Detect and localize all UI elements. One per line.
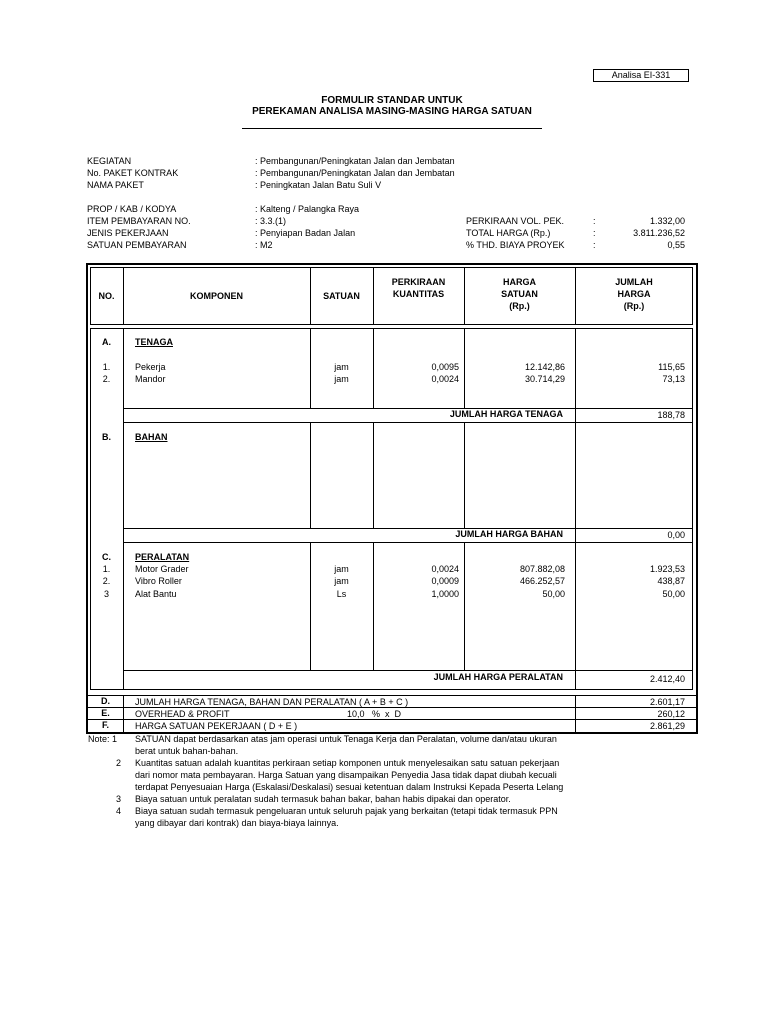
b-sep-1 xyxy=(310,422,311,528)
note-2-line-3: terdapat Penyesuaian Harga (Eskalasi/Deskalasi) sesuai ketentuan dalam Instruksi Kepada Peserta Lelang xyxy=(135,782,564,792)
section-a-title: TENAGA xyxy=(135,337,173,347)
total-e-no: E. xyxy=(101,708,110,718)
summary-label-total: TOTAL HARGA (Rp.) xyxy=(466,228,551,238)
info-value-satuan: : M2 xyxy=(255,240,273,250)
info-label-satuan: SATUAN PEMBAYARAN xyxy=(87,240,187,250)
total-d-value: 2.601,17 xyxy=(649,697,685,707)
info-value-paket-kontrak: : Pembangunan/Peningkatan Jalan dan Jembatan xyxy=(255,168,455,178)
c-row-3-total: 50,00 xyxy=(662,589,685,599)
a-row-2-no: 2. xyxy=(102,374,111,384)
c-row-3-name: Alat Bantu xyxy=(135,589,177,599)
a-subtotal-value: 188,78 xyxy=(657,410,685,420)
c-row-2-name: Vibro Roller xyxy=(135,576,182,586)
c-row-3-qty: 1,0000 xyxy=(431,589,459,599)
a-row-1-no: 1. xyxy=(102,362,111,372)
info-label-kegiatan: KEGIATAN xyxy=(87,156,132,166)
c-row-1-name: Motor Grader xyxy=(135,564,189,574)
note-1-line-2: berat untuk bahan-bahan. xyxy=(135,746,239,756)
c-row-2-price: 466.252,57 xyxy=(519,576,565,586)
summary-label-persen: % THD. BIAYA PROYEK xyxy=(466,240,565,250)
info-label-paket-kontrak: No. PAKET KONTRAK xyxy=(87,168,179,178)
summary-colon-total: : xyxy=(593,228,596,238)
c-row-1-unit: jam xyxy=(334,564,349,574)
a-row-2-price: 30.714,29 xyxy=(524,374,565,384)
c-subtotal-top xyxy=(123,670,693,671)
c-sep-2 xyxy=(373,542,374,670)
a-row-2-total: 73,13 xyxy=(662,374,685,384)
totals-top-line xyxy=(86,695,698,696)
note-2-no: 2 xyxy=(116,758,122,768)
c-row-1-qty: 0,0024 xyxy=(431,564,459,574)
b-sep-2 xyxy=(373,422,374,528)
info-value-nama-paket: : Peningkatan Jalan Batu Suli V xyxy=(255,180,382,190)
info-label-nama-paket: NAMA PAKET xyxy=(87,180,144,190)
total-d-label: JUMLAH HARGA TENAGA, BAHAN DAN PERALATAN ( A + B + C ) xyxy=(135,697,409,707)
summary-colon-persen: : xyxy=(593,240,596,250)
header-jumlah-1: JUMLAH xyxy=(615,277,653,287)
info-value-jenis: : Penyiapan Badan Jalan xyxy=(255,228,356,238)
summary-label-vol: PERKIRAAN VOL. PEK. xyxy=(466,216,565,226)
b-sep-3 xyxy=(464,422,465,528)
c-row-3-unit: Ls xyxy=(336,589,347,599)
table-right-border xyxy=(696,263,698,733)
title-line-1: FORMULIR STANDAR UNTUK xyxy=(321,95,463,106)
a-row-2-qty: 0,0024 xyxy=(431,374,459,384)
c-row-3-no: 3 xyxy=(103,589,109,599)
note-2-line-1: Kuantitas satuan adalah kuantitas perkiraan setiap komponen untuk menyelesaikan satu satuan pekerjaan xyxy=(135,758,560,768)
a-row-2-unit: jam xyxy=(334,374,349,384)
table-top-border xyxy=(86,263,698,265)
c-subtotal-value: 2.412,40 xyxy=(649,674,685,684)
header-harga-2: SATUAN xyxy=(501,289,538,299)
header-kuantitas-2: KUANTITAS xyxy=(392,289,445,299)
c-subtotal-label: JUMLAH HARGA PERALATAN xyxy=(433,672,563,682)
table-left-border xyxy=(86,263,88,733)
header-jumlah-2: HARGA xyxy=(617,289,651,299)
b-subtotal-label: JUMLAH HARGA BAHAN xyxy=(455,529,563,539)
notes-prefix: Note: 1 xyxy=(88,734,118,744)
note-3-line-1: Biaya satuan untuk peralatan sudah termasuk bahan bakar, bahan habis dipakai dan operator. xyxy=(135,794,511,804)
a-subtotal-label: JUMLAH HARGA TENAGA xyxy=(449,409,563,419)
header-komponen: KOMPONEN xyxy=(189,291,243,301)
total-f-value: 2.861,29 xyxy=(649,721,685,731)
title-underline xyxy=(242,128,542,129)
a-row-2-name: Mandor xyxy=(135,374,166,384)
note-2-line-2: dari nomor mata pembayaran. Harga Satuan yang disampaikan Penyedia Jasa tidak dapat diubah kecuali xyxy=(135,770,557,780)
total-f-label: HARGA SATUAN PEKERJAAN ( D + E ) xyxy=(135,721,298,731)
c-row-2-total: 438,87 xyxy=(657,576,685,586)
note-4-no: 4 xyxy=(116,806,122,816)
c-row-2-unit: jam xyxy=(334,576,349,586)
section-b-title: BAHAN xyxy=(135,432,168,442)
b-subtotal-value: 0,00 xyxy=(667,530,685,540)
c-row-2-qty: 0,0009 xyxy=(431,576,459,586)
b-subtotal-bottom xyxy=(123,542,693,543)
header-jumlah-3: (Rp.) xyxy=(623,301,645,311)
header-satuan: SATUAN xyxy=(323,291,360,301)
c-sep-1 xyxy=(310,542,311,670)
total-d-no: D. xyxy=(101,696,110,706)
info-label-prop: PROP / KAB / KODYA xyxy=(87,204,177,214)
summary-value-persen: 0,55 xyxy=(667,240,685,250)
c-sep-3 xyxy=(464,542,465,670)
section-b-no: B. xyxy=(102,432,111,442)
c-row-1-price: 807.882,08 xyxy=(519,564,565,574)
totals-line-de xyxy=(86,707,698,708)
a-row-1-total: 115,65 xyxy=(658,362,685,372)
a-row-1-price: 12.142,86 xyxy=(524,362,565,372)
summary-value-total: 3.811.236,52 xyxy=(633,228,685,238)
total-f-no: F. xyxy=(101,720,109,730)
a-row-1-qty: 0,0095 xyxy=(431,362,459,372)
header-no: NO. xyxy=(98,291,115,301)
header-harga-3: (Rp.) xyxy=(509,301,530,311)
header-kuantitas-1: PERKIRAAN xyxy=(391,277,446,287)
total-e-label: OVERHEAD & PROFIT xyxy=(135,709,230,719)
totals-line-ef xyxy=(86,719,698,720)
c-row-2-no: 2. xyxy=(102,576,111,586)
summary-value-vol: 1.332,00 xyxy=(649,216,685,226)
a-row-1-unit: jam xyxy=(334,362,349,372)
info-label-jenis: JENIS PEKERJAAN xyxy=(87,228,169,238)
info-value-kegiatan: : Pembangunan/Peningkatan Jalan dan Jembatan xyxy=(255,156,455,166)
c-row-3-price: 50,00 xyxy=(542,589,565,599)
total-e-value: 260,12 xyxy=(657,709,685,719)
c-row-1-total: 1.923,53 xyxy=(649,564,685,574)
total-e-extra: 10,0 % x D xyxy=(347,709,402,719)
note-3-no: 3 xyxy=(116,794,122,804)
header-harga-1: HARGA xyxy=(503,277,536,287)
totals-sep-no xyxy=(123,695,124,733)
section-c-no: C. xyxy=(102,552,111,562)
b-sep-4 xyxy=(575,422,576,542)
body-sep-no xyxy=(123,328,124,690)
info-value-item: : 3.3.(1) xyxy=(255,216,287,226)
note-4-line-1: Biaya satuan sudah termasuk pengeluaran untuk seluruh pajak yang berkaitan (tetapi tidak termasuk PPN xyxy=(135,806,558,816)
note-4-line-2: yang dibayar dari kontrak) dan biaya-biaya lainnya. xyxy=(135,818,339,828)
a-subtotal-bottom xyxy=(123,422,693,423)
summary-colon-vol: : xyxy=(593,216,596,226)
title-line-2: PEREKAMAN ANALISA MASING-MASING HARGA SATUAN xyxy=(252,106,532,117)
c-row-1-no: 1. xyxy=(102,564,111,574)
a-row-1-name: Pekerja xyxy=(135,362,166,372)
section-a-no: A. xyxy=(102,337,111,347)
note-1-line-1: SATUAN dapat berdasarkan atas jam operasi untuk Tenaga Kerja dan Peralatan, volume dan/atau ukuran xyxy=(135,734,557,744)
info-value-prop: : Kalteng / Palangka Raya xyxy=(255,204,360,214)
info-label-item: ITEM PEMBAYARAN NO. xyxy=(87,216,191,226)
doc-code: Analisa EI-331 xyxy=(611,70,671,80)
section-c-title: PERALATAN xyxy=(135,552,190,562)
